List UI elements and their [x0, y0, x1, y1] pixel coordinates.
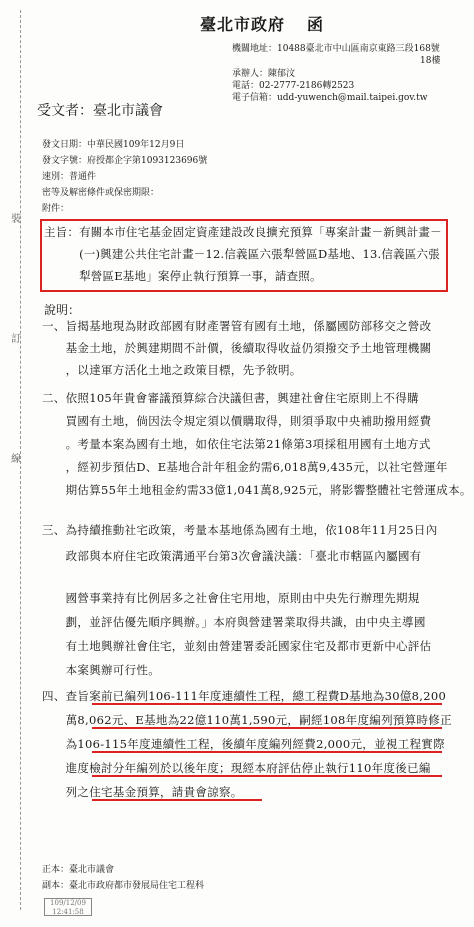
document-title: [200, 12, 324, 35]
red-underline: [92, 799, 262, 801]
paragraph-line: 。考量本案為國有土地，如依住宅法第21條第3項採租用國有土地方式: [42, 437, 431, 451]
margin-mark: 裝: [11, 214, 21, 225]
contact-email: 電子信箱：udd-yuwench@mail.taipei.gov.tw: [232, 93, 428, 103]
document-number: 發文字號：府授都企字第1093123696號: [42, 156, 208, 166]
paragraph-line: 本案興辦可行性。: [42, 663, 160, 677]
paragraph-line: 有土地興辦社會住宅，並刻由營建署委託國家住宅及都市更新中心評估: [42, 639, 432, 653]
secrecy-level: 密等及解密條件或保密期限：: [42, 188, 160, 198]
issue-date: 發文日期：中華民國109年12月9日: [42, 140, 185, 150]
paragraph-line: 期估算55年土地租金約需33億1,041萬8,925元，將影響整體社宅營運成本。: [42, 483, 472, 497]
paragraph-line: ，以達軍方活化土地之政策目標，先予敘明。: [42, 363, 302, 377]
paragraph-line: 政部與本府住宅政策溝通平台第3次會議決議：「臺北市轄區內屬國有: [42, 549, 422, 563]
red-underline: [92, 703, 442, 705]
contact-phone: 電話：02-2777-2186轉2523: [232, 81, 355, 91]
paragraph-line: 買國有土地，倘因法令規定須以價購取得，則須爭取中央補助撥用經費: [42, 414, 432, 428]
paragraph-line: ，經初步預估D、E基地合計年租金約需6,018萬9,435元，以社宅營運年: [42, 460, 448, 474]
carbon-copy: 副本：臺北市政府都市發展局住宅工程科: [42, 881, 205, 891]
agency-name: 臺北市政府: [200, 15, 286, 34]
subject-line: 主旨：有關本市住宅基金固定資產建設改良擴充預算「專案計畫－新興計畫－: [44, 225, 442, 239]
contact-person: 承辦人：陳郁汶: [232, 69, 296, 79]
paragraph-line: 列之住宅基金預算，請貴會諒察。: [42, 785, 243, 799]
paragraph-line: 二、依照105年貴會審議預算綜合決議但書，興建社會住宅原則上不得購: [42, 391, 419, 405]
margin-mark: 線: [11, 454, 21, 465]
explanation-label: 說明：: [44, 303, 81, 317]
paragraph-line: 四、查旨案前已編列106-111年度連續性工程，總工程費D基地為30億8,200: [42, 689, 447, 703]
recipient: 受文者：臺北市議會: [37, 103, 163, 119]
paragraph-line: 劃，並評估優先順序興辦。」本府與營建署業取得共識，由中央主導國: [42, 615, 426, 629]
delivery-speed: 速別：普通件: [42, 172, 97, 182]
agency-address: 機關地址：10488臺北市中山區南京東路三段168號: [232, 44, 440, 54]
agency-address-floor: 18樓: [420, 56, 441, 66]
paragraph-line: 國營事業持有比例居多之社會住宅用地，原則由中央先行辦理先期規: [42, 591, 420, 605]
document-type: 函: [307, 15, 325, 34]
attachments: 附件：: [42, 204, 70, 214]
paragraph-line: 基金土地，於興建期間不計價，後續取得收益仍須撥交予土地管理機關: [42, 341, 432, 355]
subject-line: (一)興建公共住宅計畫－12.信義區六張犁營區D基地、13.信義區六張: [44, 247, 440, 261]
red-underline: [92, 727, 442, 729]
paragraph-line: 萬8,062元、E基地為22億110萬1,590元，嗣經108年度編列預算時修正: [42, 713, 452, 727]
red-underline: [92, 775, 442, 777]
paragraph-line: 為106-115年度連續性工程，後續年度編列經費2,000元，並視工程實際: [42, 737, 445, 751]
paragraph-line: 一、旨揭基地現為財政部國有財產署管有國有土地，係屬國防部移交之營改: [42, 319, 432, 333]
red-underline: [92, 751, 442, 753]
main-recipient: 正本：臺北市議會: [42, 865, 115, 875]
timestamp-stamp: 109/12/09 12:41:58: [44, 898, 92, 916]
paragraph-line: 三、為持續推動社宅政策，考量本基地係為國有土地，依108年11月25日內: [42, 523, 438, 537]
paragraph-line: 進度檢討分年編列於以後年度；現經本府評估停止執行110年度後已編: [42, 761, 431, 775]
margin-mark: 訂: [11, 334, 21, 345]
subject-line: 犁營區E基地」案停止執行預算一事，請查照。: [44, 269, 322, 283]
